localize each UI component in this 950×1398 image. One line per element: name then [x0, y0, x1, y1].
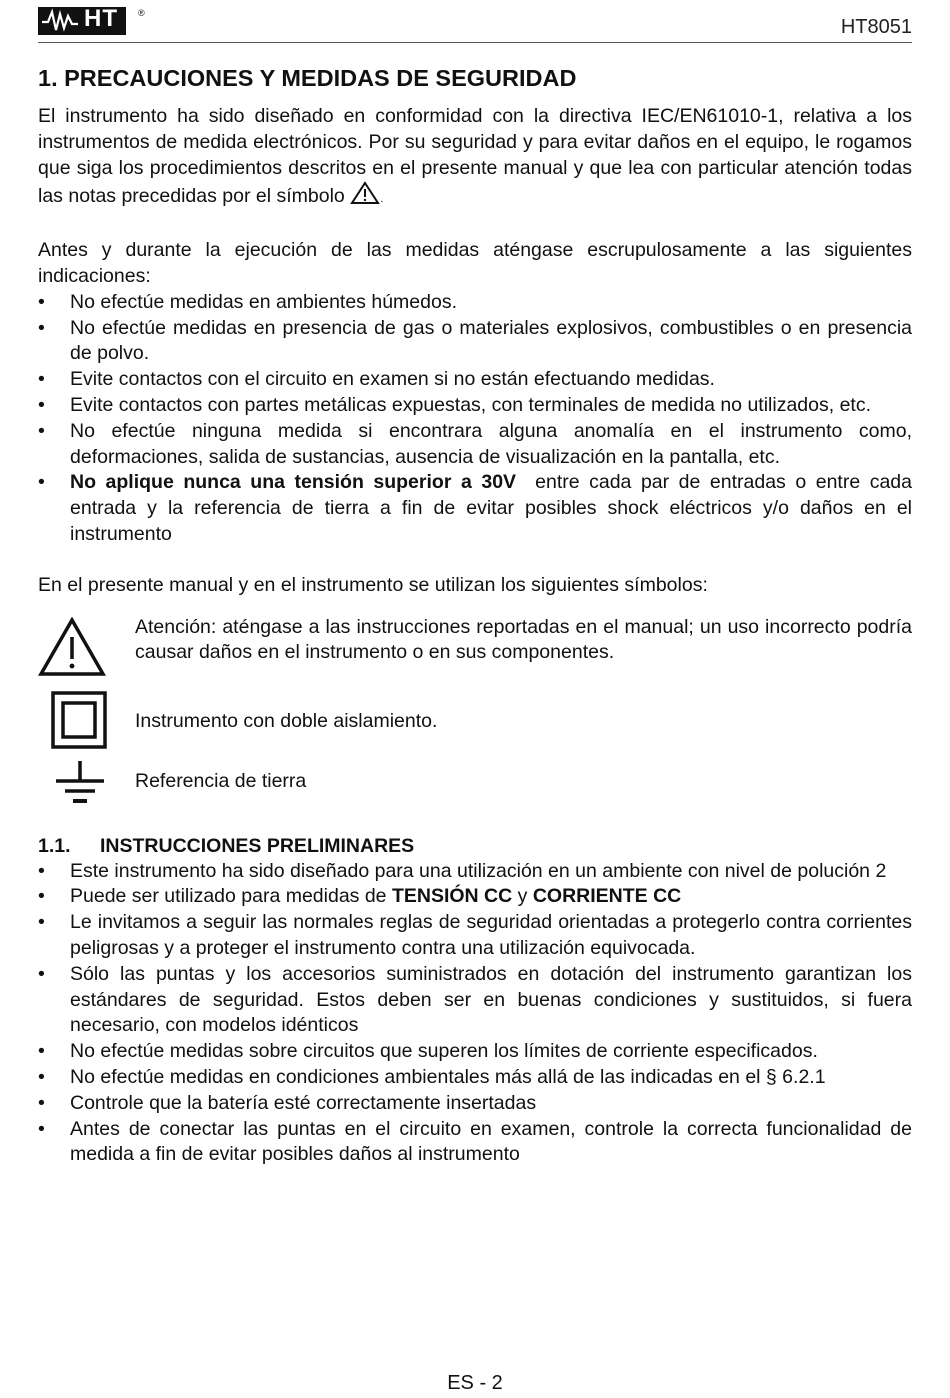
- page-number: ES - 2: [447, 1372, 503, 1394]
- ht-logo: [38, 4, 145, 38]
- symbol-text-ground: Referencia de tierra: [135, 769, 307, 792]
- precautions-list: [38, 290, 918, 548]
- list-item: • No efectúe medidas en condiciones ambientales más allá de las indicadas en el § 6.2.1: [38, 1065, 912, 1091]
- document-code: HT8051: [840, 16, 912, 38]
- list-item: • Controle que la batería esté correctamente insertadas: [38, 1091, 912, 1117]
- warning-triangle-inline-icon: [350, 181, 380, 205]
- symbol-text-double-insulation: Instrumento con doble aislamiento.: [135, 709, 438, 732]
- list-item: • Puede ser utilizado para medidas de TENSIÓN CC y CORRIENTE CC: [38, 884, 912, 910]
- list-item: • No efectúe ninguna medida si encontrara alguna anomalía en el instrumento como, deformaciones, salida de sustancias, ausencia de visualización en la pantalla, etc.: [38, 419, 912, 471]
- symbols-intro: En el presente manual y en el instrumento se utilizan los siguientes símbolos:: [38, 573, 708, 596]
- symbol-row-double-insulation: [38, 691, 912, 751]
- symbol-text-warning: Atención: aténgase a las instrucciones reportadas en el manual; un uso incorrecto podría causar daños en el instrumento o en sus componentes.: [135, 615, 912, 664]
- before-list-paragraph: Antes y durante la ejecución de las medidas aténgase escrupulosamente a las siguientes indicaciones:: [38, 239, 912, 287]
- voltage-warning-rest: entre cada par de entradas o entre cada entrada y la referencia de tierra a fin de evitar posibles shock eléctricos y/o daños en el instrumento: [70, 471, 918, 545]
- list-item: • Sólo las puntas y los accesorios suministrados en dotación del instrumento garantizan los estándares de seguridad. Estos deben ser en buenas condiciones y sustituidos, si fuera necesario, con modelos idénticos: [38, 962, 912, 1039]
- page-header: [38, 2, 912, 43]
- list-item: • No efectúe medidas en ambientes húmedos.: [38, 290, 912, 316]
- list-item: • No efectúe medidas sobre circuitos que superen los límites de corriente especificados.: [38, 1039, 912, 1065]
- logo-text: HT: [84, 5, 118, 32]
- subsection-title-text: INSTRUCCIONES PRELIMINARES: [100, 834, 415, 857]
- voltage-warning-bold: No aplique nunca una tensión superior a 30V: [70, 471, 517, 494]
- voltage-dc-bold: TENSIÓN CC: [391, 885, 513, 908]
- symbol-row-warning: [38, 615, 912, 679]
- registered-mark: ®: [138, 8, 145, 18]
- list-item: • Antes de conectar las puntas en el circuito en examen, controle la correcta funcionalidad de medida a fin de evitar posibles daños al instrumento: [38, 1117, 912, 1169]
- list-item: • Evite contactos con partes metálicas expuestas, con terminales de medida no utilizados, etc.: [38, 393, 912, 419]
- subsection-title: [38, 833, 912, 859]
- subsection-number: 1.1.: [38, 834, 71, 857]
- current-dc-bold: CORRIENTE CC: [532, 885, 682, 908]
- list-item: [38, 470, 918, 547]
- warning-triangle-icon: [38, 617, 106, 677]
- symbol-row-ground: [38, 759, 912, 813]
- double-insulation-icon: [51, 691, 107, 749]
- page-content: [38, 62, 918, 1168]
- ground-icon: [54, 759, 106, 811]
- intro-paragraph: [38, 104, 912, 213]
- list-item: • Este instrumento ha sido diseñado para una utilización en un ambiente con nivel de polución 2: [38, 859, 912, 885]
- list-item: • Le invitamos a seguir las normales reglas de seguridad orientadas a protegerlo contra corrientes peligrosas y a proteger el instrumento contra una utilización equivocada.: [38, 910, 912, 962]
- preliminary-list: [38, 859, 912, 1169]
- section-title: 1. PRECAUCIONES Y MEDIDAS DE SEGURIDAD: [38, 65, 577, 91]
- intro-end: .: [380, 193, 384, 206]
- list-item: • No efectúe medidas en presencia de gas o materiales explosivos, combustibles o en presencia de polvo.: [38, 316, 912, 368]
- intro-text: El instrumento ha sido diseñado en conformidad con la directiva IEC/EN61010-1, relativa a los instrumentos de medida electrónicos. Por su seguridad y para evitar daños en el equipo, le rogamos que siga los procedimientos descritos en el presente manual y que lea con particular atención todas las notas precedidas por el símbolo: [38, 105, 912, 208]
- list-item: • Evite contactos con el circuito en examen si no están efectuando medidas.: [38, 367, 912, 393]
